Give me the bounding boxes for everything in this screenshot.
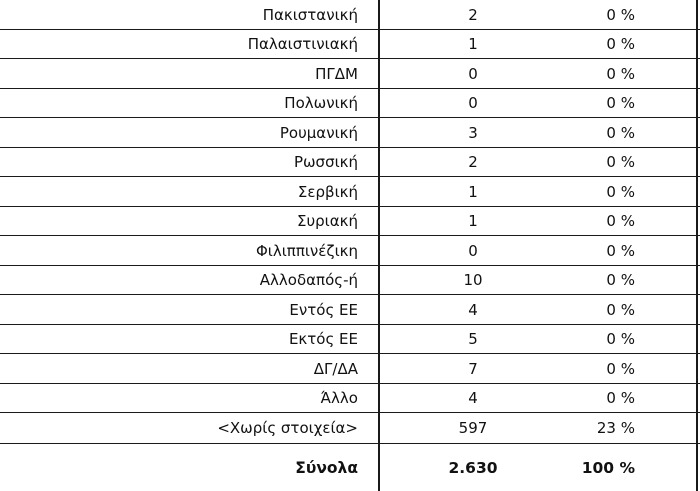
- row-label: Άλλο: [320, 389, 358, 407]
- row-percent: 0 %: [606, 123, 635, 142]
- table-row: [0, 177, 700, 207]
- table-row: [0, 30, 700, 59]
- column-divider: [378, 0, 380, 491]
- row-percent: 0 %: [606, 35, 635, 53]
- table-row: [0, 325, 700, 354]
- totals-label: Σύνολα: [295, 458, 358, 477]
- table-row: [0, 413, 700, 444]
- row-label: Συριακή: [297, 212, 358, 230]
- table-row: [0, 266, 700, 295]
- row-percent: 0 %: [606, 241, 635, 260]
- row-count: 0: [468, 64, 478, 83]
- row-count: 7: [468, 359, 478, 378]
- row-label: <Χωρίς στοιχεία>: [217, 419, 358, 437]
- row-label: ΔΓ/ΔΑ: [313, 359, 358, 378]
- table-row: [0, 148, 700, 177]
- row-percent: 23 %: [596, 419, 635, 437]
- table-row: [0, 118, 700, 148]
- row-count: 1: [468, 182, 478, 201]
- row-count: 1: [468, 212, 478, 230]
- row-count: 597: [458, 419, 488, 437]
- row-percent: 0 %: [606, 330, 635, 348]
- table-row: [0, 295, 700, 325]
- row-label: ΠΓΔΜ: [315, 64, 358, 83]
- row-percent: 0 %: [606, 300, 635, 319]
- table-row: [0, 384, 700, 413]
- totals-count: 2.630: [448, 458, 498, 477]
- row-count: 4: [468, 389, 478, 407]
- row-percent: 0 %: [606, 271, 635, 289]
- row-count: 2: [468, 153, 478, 171]
- row-label: Σερβική: [297, 182, 358, 201]
- table-row: [0, 207, 700, 236]
- row-label: Ρουμανική: [279, 123, 358, 142]
- row-label: Φιλιππινέζικη: [255, 241, 358, 260]
- row-count: 0: [468, 241, 478, 260]
- row-label: Αλλοδαπός-ή: [259, 271, 358, 289]
- row-percent: 0 %: [606, 182, 635, 201]
- row-percent: 0 %: [606, 212, 635, 230]
- row-count: 2: [468, 5, 478, 24]
- row-percent: 0 %: [606, 94, 635, 112]
- row-label: Εντός ΕΕ: [289, 300, 358, 319]
- row-count: 4: [468, 300, 478, 319]
- row-label: Εκτός ΕΕ: [288, 330, 358, 348]
- totals-percent: 100 %: [581, 458, 635, 477]
- row-label: Παλαιστινιακή: [247, 35, 358, 53]
- row-label: Ρωσσική: [293, 153, 358, 171]
- row-count: 10: [463, 271, 483, 289]
- row-percent: 0 %: [606, 359, 635, 378]
- row-percent: 0 %: [606, 153, 635, 171]
- row-percent: 0 %: [606, 64, 635, 83]
- table-row: [0, 89, 700, 118]
- row-percent: 0 %: [606, 389, 635, 407]
- table-row: [0, 59, 700, 89]
- row-label: Πακιστανική: [262, 5, 358, 24]
- row-count: 5: [468, 330, 478, 348]
- table-row: [0, 236, 700, 266]
- column-divider: [696, 0, 698, 491]
- row-label: Πολωνική: [284, 94, 358, 112]
- row-percent: 0 %: [606, 5, 635, 24]
- row-count: 1: [468, 35, 478, 53]
- table-row: [0, 0, 700, 30]
- row-count: 3: [468, 123, 478, 142]
- totals-row: [0, 444, 700, 491]
- row-count: 0: [468, 94, 478, 112]
- table-row: [0, 354, 700, 384]
